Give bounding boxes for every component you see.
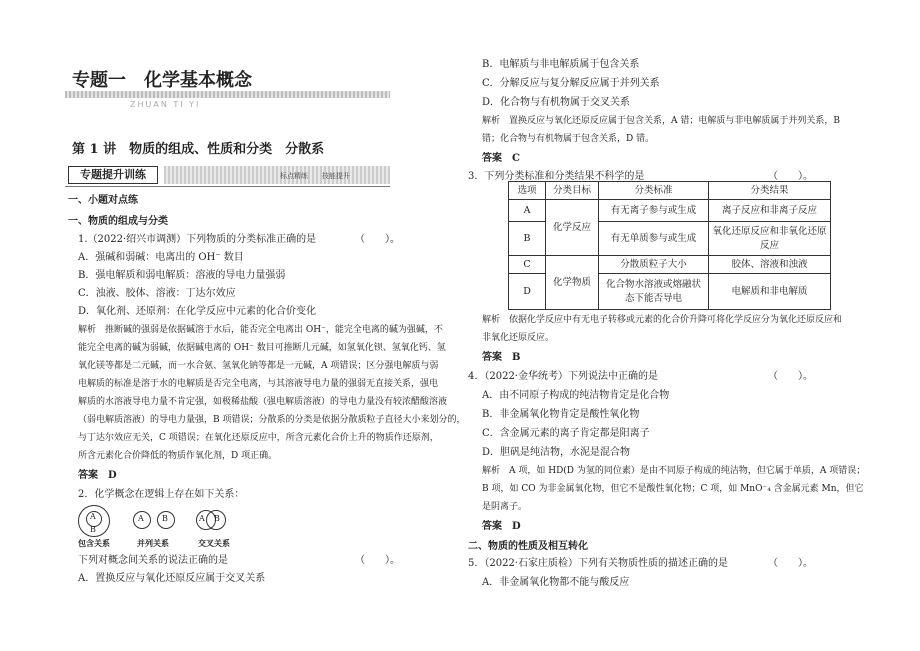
- circle-letter: A: [90, 512, 96, 521]
- table-cell: C: [509, 256, 546, 274]
- q4-stem: 4．（2022·金华统考）下列说法中正确的是: [468, 371, 658, 382]
- q1-analysis-line: 与丁达尔效应无关，C 项错误；在氧化还原反应中，所含元素化合价上升的物质作还原剂，: [78, 433, 439, 443]
- table-cell: 化学物质: [546, 256, 599, 310]
- q3-paren: （ ）。: [768, 171, 813, 182]
- q1-analysis-line: 能完全电离的碱为弱碱，依据碱电离的 OH⁻ 数目可推断几元碱，如氢氧化钡、氢氧化钙、氢: [78, 343, 446, 353]
- q5-paren: （ ）。: [768, 558, 813, 569]
- lecture-title: 第 1 讲 物质的组成、性质和分类 分散系: [72, 142, 325, 157]
- table-cell: 离子反应和非离子反应: [709, 200, 831, 222]
- q1-stem: 1.（2022·绍兴市调测）下列物质的分类标准正确的是: [78, 234, 317, 245]
- q1-option-a: A．强碱和弱碱：电离出的 OH⁻ 数目: [78, 252, 244, 263]
- q3-analysis-line: 解析 依据化学反应中有无电子转移或元素的化合价升降可将化学反应分为氧化还原反应和: [482, 315, 843, 325]
- table-header-cell: 分类标准: [599, 182, 709, 200]
- circle-letter: A: [199, 514, 205, 523]
- table-header-cell: 分类目标: [546, 182, 599, 200]
- training-label: 专题提升训练: [68, 166, 158, 184]
- subsection-heading: 一、物质的组成与分类: [68, 216, 168, 227]
- q5-option-a: A．非金属氧化物都不能与酸反应: [482, 577, 630, 588]
- subsection-heading: 二、物质的性质及相互转化: [468, 541, 588, 552]
- q2-option-a: A．置换反应与氧化还原反应属于交叉关系: [78, 573, 266, 584]
- q1-analysis-line: 氧化镁等都是二元碱，而一水合氨、氢氧化钠等都是一元碱，A 项错误；区分强电解质与弱: [78, 361, 439, 371]
- q2-follow: 下列对概念间关系的说法正确的是: [78, 555, 228, 566]
- q4-answer: 答案 D: [482, 521, 521, 532]
- circle-letter: B: [90, 525, 96, 534]
- circle-letter: A: [138, 514, 144, 523]
- table-cell: D: [509, 274, 546, 310]
- q2-option-b: B．电解质与非电解质属于包含关系: [482, 59, 640, 70]
- table-cell: A: [509, 200, 546, 222]
- divider-line: [65, 186, 390, 187]
- q1-option-d: D．氧化剂、还原剂：在化学反应中元素的化合价变化: [78, 306, 317, 317]
- classification-table: [508, 181, 831, 310]
- table-cell: 分散质粒子大小: [599, 256, 709, 274]
- topic-pinyin: ZHUAN TI YI: [130, 100, 201, 109]
- q4-option-a: A．由不同原子构成的纯洁物肯定是化合物: [482, 390, 670, 401]
- q1-option-b: B．强电解质和弱电解质：溶液的导电力量强弱: [78, 270, 286, 281]
- q4-option-b: B．非金属氧化物肯定是酸性氧化物: [482, 409, 640, 420]
- circle-letter: B: [162, 514, 168, 523]
- q4-analysis-line: 解析 A 项，如 HD(D 为氢的同位素）是由不同原子构成的纯洁物，但它属于单质，A 项错误；: [482, 466, 866, 476]
- circle-letter: B: [214, 514, 220, 523]
- table-cell: 电解质和非电解质: [709, 274, 831, 310]
- table-cell: 氧化还原反应和非氧化还原反应: [709, 222, 831, 256]
- q1-answer: 答案 D: [78, 470, 117, 481]
- q2-analysis-line: 错；化合物与有机物属于包含关系，D 错。: [482, 134, 655, 144]
- table-cell: 有无单质参与或生成: [599, 222, 709, 256]
- topic-title: 专题一 化学基本概念: [72, 70, 252, 91]
- table-cell: B: [509, 222, 546, 256]
- topic-divider: [65, 91, 390, 98]
- training-bar: [164, 166, 390, 184]
- q2-paren: （ ）。: [355, 555, 400, 566]
- section-heading: 一、小题对点练: [68, 195, 138, 206]
- q1-analysis-line: 解析 推断碱的强弱是依据碱溶于水后，能否完全电离出 OH⁻，能完全电离的碱为强碱，不: [78, 325, 443, 335]
- q2-option-c: C．分解反应与复分解反应属于并列关系: [482, 78, 660, 89]
- q2-answer: 答案 C: [482, 153, 520, 164]
- q3-analysis-line: 非氧化还原反应。: [482, 333, 555, 343]
- q1-analysis-line: 所含元素化合价降低的物质作氧化剂，D 项正确。: [78, 451, 278, 461]
- q4-paren: （ ）。: [768, 371, 813, 382]
- q5-stem: 5．（2022·石家庄质检）下列有关物质性质的描述正确的是: [468, 558, 728, 569]
- q1-option-c: C．浊液、胶体、溶液：丁达尔效应: [78, 288, 236, 299]
- label-intersect: 交叉关系: [198, 538, 230, 548]
- label-parallel: 并列关系: [137, 538, 169, 548]
- q1-analysis-line: （弱电解质溶液）的导电力量强，B 项错误；分散系的分类是依据分散质粒子直径大小来划分的，: [78, 415, 466, 425]
- table-cell: 化合物水溶液或熔融状态下能否导电: [599, 274, 709, 310]
- training-tag: 标点精练 技能提升: [280, 172, 350, 180]
- q4-option-d: D．胆矾是纯洁物，水泥是混合物: [482, 447, 631, 458]
- q2-stem: 2．化学概念在逻辑上存在如下关系：: [78, 489, 245, 500]
- table-cell: 化学反应: [546, 200, 599, 256]
- q1-analysis-line: 解质的水溶液导电力量不肯定强，如极稀盐酸（强电解质溶液）的导电力量没有较浓醋酸溶液: [78, 397, 448, 407]
- table-header-cell: 选项: [509, 182, 546, 200]
- table-cell: 有无离子参与或生成: [599, 200, 709, 222]
- table-cell: 胶体、溶液和浊液: [709, 256, 831, 274]
- q1-paren: （ ）。: [355, 234, 400, 245]
- q2-analysis-line: 解析 置换反应与氧化还原反应属于包含关系，A 错；电解质与非电解质属于并列关系，B: [482, 116, 840, 126]
- label-inclusion: 包含关系: [78, 538, 110, 548]
- table-header-cell: 分类结果: [709, 182, 831, 200]
- q1-analysis-line: 电解质的标准是溶于水的电解质是否完全电离，与其溶液导电力量的强弱无直接关系，强电: [78, 379, 439, 389]
- q2-option-d: D．化合物与有机物属于交叉关系: [482, 97, 631, 108]
- q4-analysis-line: 是阴离子。: [482, 502, 528, 512]
- q3-stem: 3．下列分类标准和分类结果不科学的是: [468, 171, 645, 182]
- q4-analysis-line: B 项，如 CO 为非金属氧化物，但它不是酸性氧化物；C 项，如 MnO⁻₄ 含金属元素 Mn，但它: [482, 484, 864, 494]
- q4-option-c: C．含金属元素的离子肯定都是阳离子: [482, 428, 650, 439]
- q3-answer: 答案 B: [482, 352, 521, 363]
